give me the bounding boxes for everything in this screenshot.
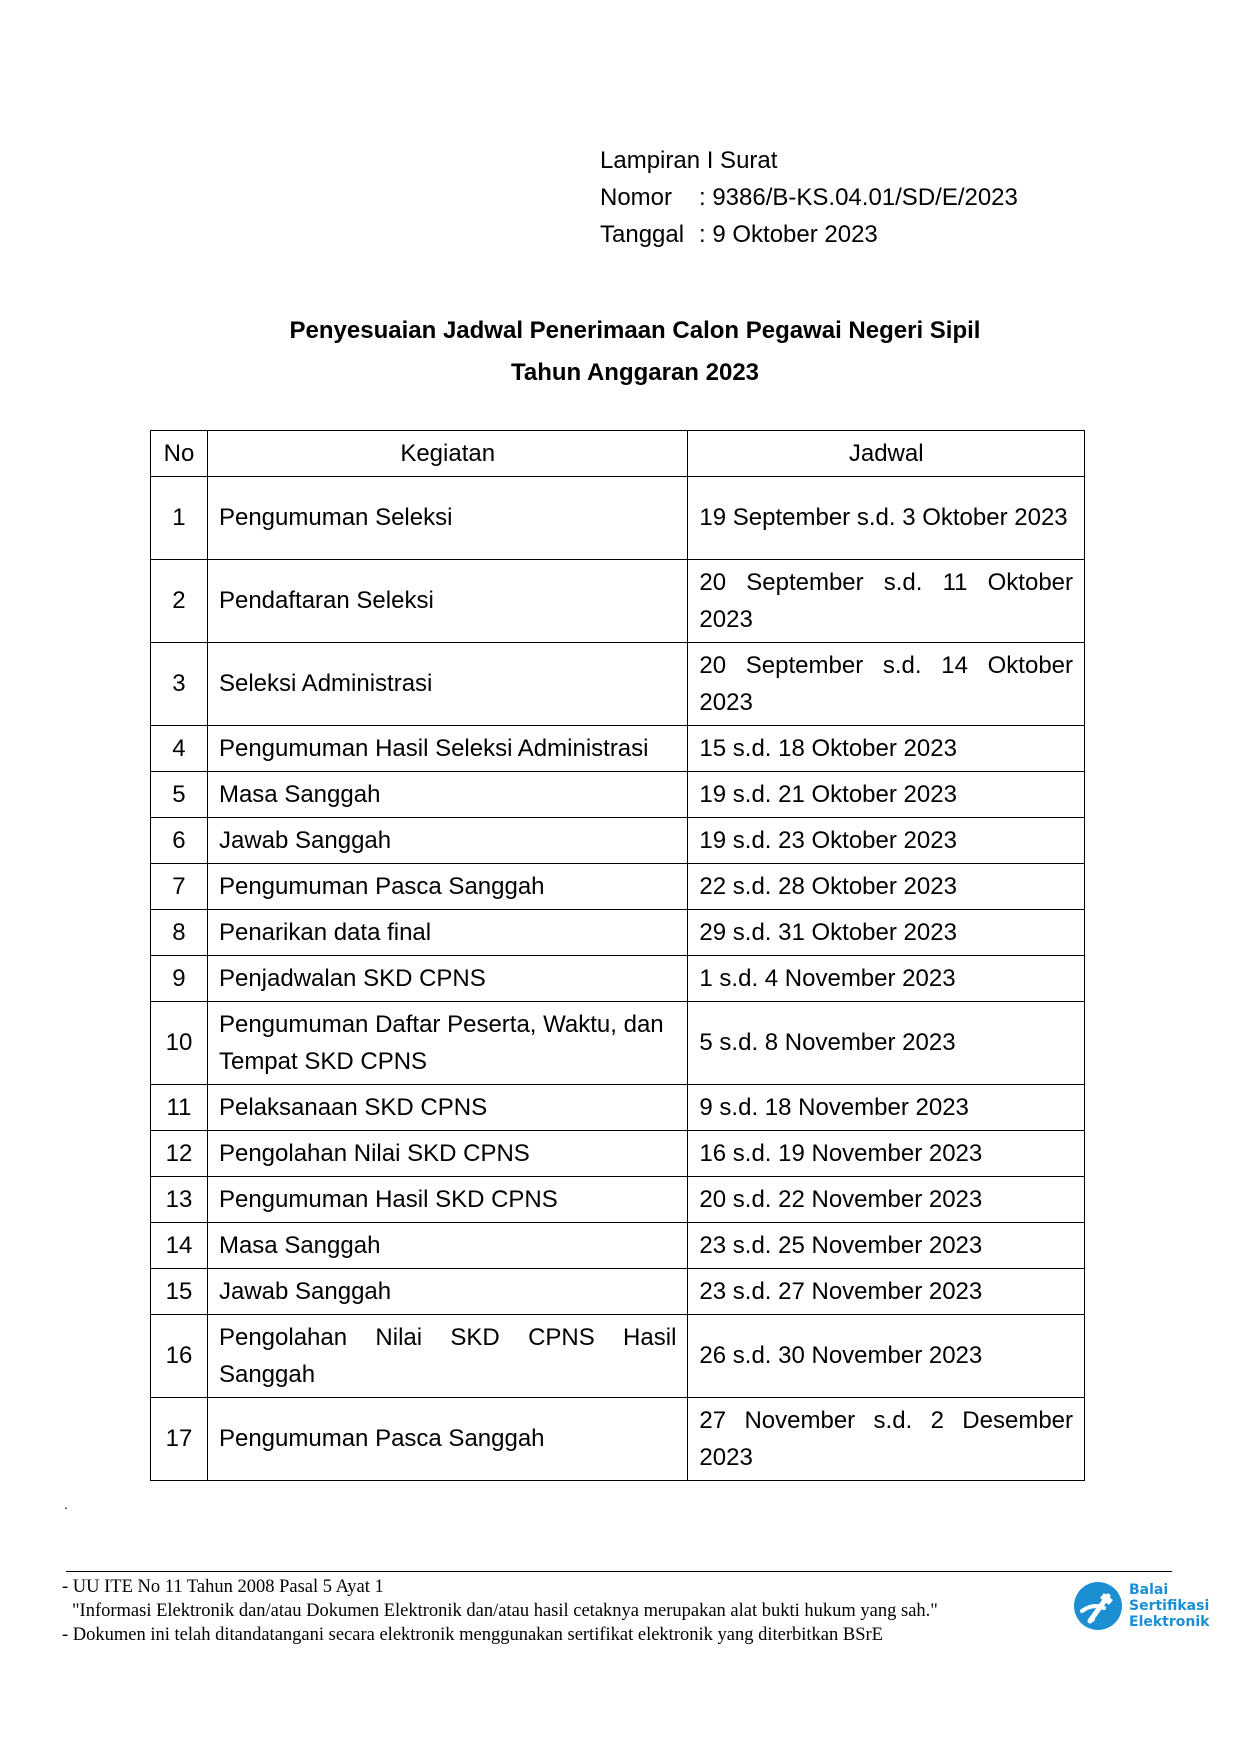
row-kegiatan: Pengumuman Pasca Sanggah [207,1398,687,1481]
row-no: 13 [151,1177,208,1223]
row-no: 4 [151,726,208,772]
table-row [151,1085,1085,1131]
row-no: 2 [151,560,208,643]
row-kegiatan: Penjadwalan SKD CPNS [207,956,687,1002]
row-no: 7 [151,864,208,910]
row-no: 11 [151,1085,208,1131]
row-jadwal: 20 s.d. 22 November 2023 [688,1177,1085,1223]
footer-divider [66,1571,1172,1572]
row-jadwal: 9 s.d. 18 November 2023 [688,1085,1085,1131]
bsre-logo-icon [1073,1581,1123,1631]
row-jadwal: 19 s.d. 21 Oktober 2023 [688,772,1085,818]
logo-line-3: Elektronik [1129,1614,1210,1630]
nomor-row [600,179,1018,216]
row-jadwal: 27 November s.d. 2 Desember 2023 [688,1398,1085,1481]
row-jadwal: 23 s.d. 25 November 2023 [688,1223,1085,1269]
row-jadwal: 20 September s.d. 14 Oktober 2023 [688,643,1085,726]
logo-line-2: Sertifikasi [1129,1598,1210,1614]
row-no: 12 [151,1131,208,1177]
row-jadwal: 1 s.d. 4 November 2023 [688,956,1085,1002]
row-jadwal: 20 September s.d. 11 Oktober 2023 [688,560,1085,643]
table-row [151,560,1085,643]
document-subtitle: Tahun Anggaran 2023 [510,359,760,386]
nomor-label: Nomor [600,184,673,211]
row-jadwal: 23 s.d. 27 November 2023 [688,1269,1085,1315]
nomor-value: : 9386/B-KS.04.01/SD/E/2023 [699,184,1018,211]
row-jadwal: 16 s.d. 19 November 2023 [688,1131,1085,1177]
row-no: 15 [151,1269,208,1315]
row-kegiatan: Pengumuman Daftar Peserta, Waktu, dan Tempat SKD CPNS [207,1002,687,1085]
row-kegiatan: Pengumuman Pasca Sanggah [207,864,687,910]
row-kegiatan: Pelaksanaan SKD CPNS [207,1085,687,1131]
footer-notes [62,1575,938,1647]
row-jadwal: 29 s.d. 31 Oktober 2023 [688,910,1085,956]
row-kegiatan: Seleksi Administrasi [207,643,687,726]
row-jadwal: 19 September s.d. 3 Oktober 2023 [688,477,1085,560]
row-jadwal: 5 s.d. 8 November 2023 [688,1002,1085,1085]
row-no: 8 [151,910,208,956]
row-no: 9 [151,956,208,1002]
tanggal-label: Tanggal [600,221,685,248]
row-no: 17 [151,1398,208,1481]
table-header-row [151,431,1085,477]
row-jadwal: 19 s.d. 23 Oktober 2023 [688,818,1085,864]
table-row [151,726,1085,772]
table-row [151,1002,1085,1085]
table-row [151,864,1085,910]
row-kegiatan: Pendaftaran Seleksi [207,560,687,643]
row-no: 5 [151,772,208,818]
row-kegiatan: Pengumuman Hasil Seleksi Administrasi [207,726,687,772]
row-kegiatan: Pengolahan Nilai SKD CPNS [207,1131,687,1177]
row-kegiatan: Pengumuman Seleksi [207,477,687,560]
lampiran-title: Lampiran I Surat [600,147,778,174]
table-row [151,477,1085,560]
row-kegiatan: Masa Sanggah [207,772,687,818]
row-no: 14 [151,1223,208,1269]
table-row [151,1398,1085,1481]
table-row [151,1223,1085,1269]
logo-line-1: Balai [1129,1582,1169,1598]
table-row [151,818,1085,864]
tanggal-value: : 9 Oktober 2023 [699,221,878,248]
table-row [151,956,1085,1002]
footer-line-1: - UU ITE No 11 Tahun 2008 Pasal 5 Ayat 1 [62,1577,384,1597]
row-no: 6 [151,818,208,864]
table-row [151,643,1085,726]
document-title: Penyesuaian Jadwal Penerimaan Calon Pegawai Negeri Sipil [289,317,981,344]
footer-line-2: "Informasi Elektronik dan/atau Dokumen Elektronik dan/atau hasil cetaknya merupakan alat bukti hukum yang sah." [72,1601,938,1621]
row-no: 1 [151,477,208,560]
bsre-logo [1073,1581,1209,1631]
table-row [151,772,1085,818]
stray-dot: . [64,1496,68,1512]
header-no: No [151,431,208,477]
row-jadwal: 22 s.d. 28 Oktober 2023 [688,864,1085,910]
row-kegiatan: Jawab Sanggah [207,1269,687,1315]
table-row [151,1131,1085,1177]
tanggal-row [600,216,1018,253]
schedule-table [150,430,1085,1481]
row-kegiatan: Pengumuman Hasil SKD CPNS [207,1177,687,1223]
bsre-logo-text [1129,1582,1209,1630]
header-jadwal: Jadwal [688,431,1085,477]
row-kegiatan: Pengolahan Nilai SKD CPNS Hasil Sanggah [207,1315,687,1398]
lampiran-block [600,142,1018,253]
row-no: 10 [151,1002,208,1085]
header-kegiatan: Kegiatan [207,431,687,477]
row-kegiatan: Penarikan data final [207,910,687,956]
table-row [151,1315,1085,1398]
footer-line-3: - Dokumen ini telah ditandatangani secara elektronik menggunakan sertifikat elektronik yang diterbitkan BSrE [62,1625,883,1645]
table-row [151,1177,1085,1223]
table-row [151,910,1085,956]
table-row [151,1269,1085,1315]
row-jadwal: 15 s.d. 18 Oktober 2023 [688,726,1085,772]
row-jadwal: 26 s.d. 30 November 2023 [688,1315,1085,1398]
row-no: 16 [151,1315,208,1398]
row-no: 3 [151,643,208,726]
row-kegiatan: Jawab Sanggah [207,818,687,864]
row-kegiatan: Masa Sanggah [207,1223,687,1269]
